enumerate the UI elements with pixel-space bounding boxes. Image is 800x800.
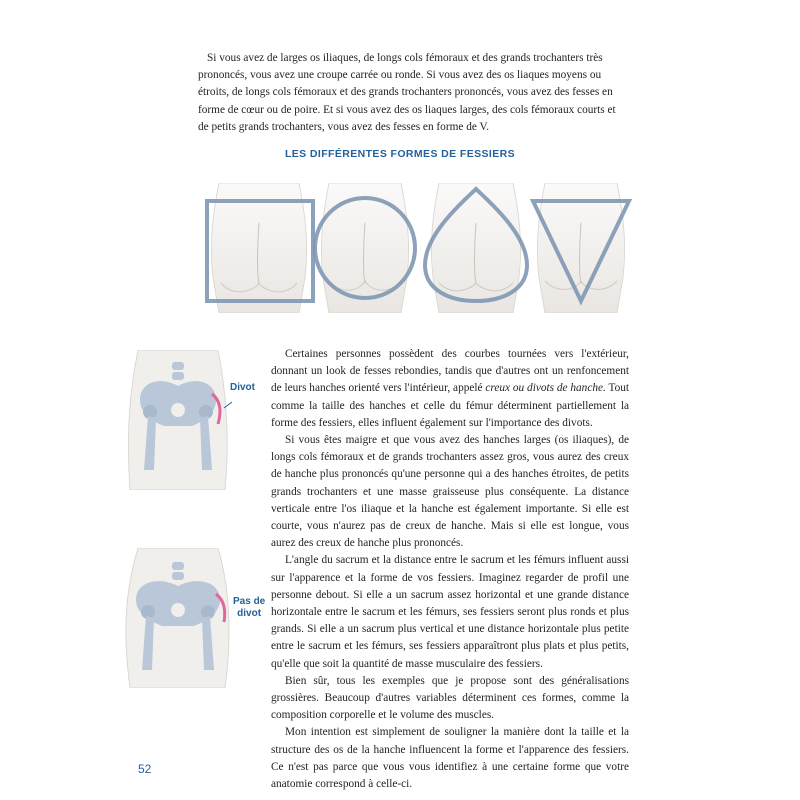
body-paragraph-4: Bien sûr, tous les exemples que je propose sont des généralisations grossières. Beaucoup d'autres variables déterminent ces formes, comme la composition corporelle et le volume des muscles. [271,674,629,722]
pelvis-divot-illustration [120,350,270,490]
no-divot-label-line2: divot [237,608,262,619]
hip-no-divot-figure [120,548,270,688]
hip-divot-figure [120,350,270,490]
no-divot-label-line1: Pas de [233,596,266,607]
p1-italic-term: creux ou divots de hanche. [485,382,606,395]
no-divot-label [233,596,265,620]
heart-shape-panel [425,183,527,313]
body-paragraph-2: Si vous êtes maigre et que vous avez des hanches larges (os iliaques), de longs cols fémoraux et de grands trochanters assez gros, vous aurez des creux de hanche plus prononcés qu'une personne qui a des hanches étroites, de petits grands trochanters et une masse graisseuse plus conséquente. La distance verticale entre l'os iliaque et la hanche est également importante. Si elle est courte, vous n'aurez pas de creux de hanche. Mais si elle est longue, vous aurez des creux de hanche plus prononcés. [271,434,629,550]
body-paragraph-3: L'angle du sacrum et la distance entre le sacrum et les fémurs influent aussi sur l'apparence et la forme de vos fessiers. Imaginez regarder de profil une personne debout. Si elle a un sacrum assez horizontal et une grande distance horizontale entre le sacrum et les fémurs, ses fessiers seront plus ronds et plus grands. Si elle a un sacrum plus vertical et une distance horizontale plus petite entre le sacrum et les fémurs, ses fessiers apparaîtront plus plats et plus petits, qu'elle que soit la quantité de masse musculaire des fessiers. [271,554,629,670]
section-title: LES DIFFÉRENTES FORMES DE FESSIERS [284,148,516,160]
square-shape-panel [207,183,313,313]
v-shape-panel [533,183,629,313]
body-paragraph-1 [271,346,629,432]
buttock-shapes-figure [199,183,633,313]
body-paragraph-5: Mon intention est simplement de souligner la manière dont la taille et la structure des os de la hanche influencent la forme et l'apparence des fessiers. Ce n'est pas parce que vous vous identifiez à une certaine forme que votre anatomie correspond à celle-ci. [271,726,629,791]
body-text [271,346,629,793]
p1-text-start: Certaines personnes possèdent des courbes tournées vers l'extérieur, donnant un look de fesses rebondies, tandis que d'autres ont un renfoncement de leurs hanches orienté vers l'intérieur, appelé [271,348,629,395]
intro-paragraph: Si vous avez de larges os iliaques, de longs cols fémoraux et des grands trochanters très prononcés, vous avez une croupe carrée ou ronde. Si vous avez des os liaques moyens ou étroits, de longs cols fémoraux et des grands trochanters prononcés, vous avez des fesses en forme de cœur ou de poire. Et si vous avez des os liaques larges, des cols fémoraux courts et de petits grands trochanters, vous avez des fesses en forme de V. [198,52,616,133]
divot-label: Divot [230,382,255,393]
p1-text-end: Tout comme la taille des hanches et celle du fémur déterminent partiellement la forme des fessiers, elles influent également sur l'importance des divots. [271,382,630,429]
round-shape-panel [315,183,415,313]
page-number: 52 [138,762,152,776]
